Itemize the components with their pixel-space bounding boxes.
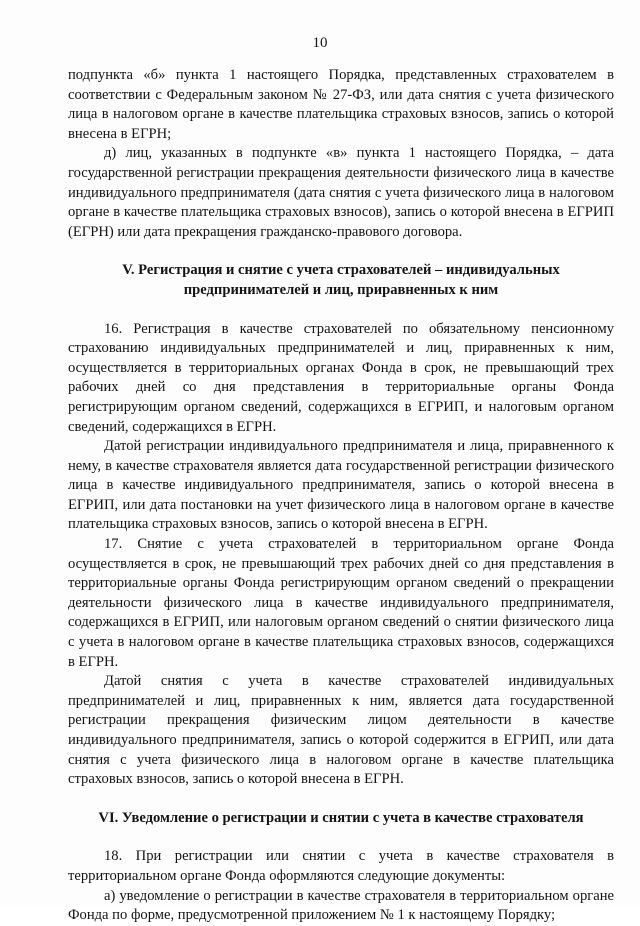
section-v-heading <box>68 261 614 300</box>
section-v-title-line1: V. Регистрация и снятие с учета страхователей – индивидуальных <box>122 262 560 279</box>
paragraph-deregistration-date: Датой снятия с учета в качестве страхователей индивидуальных предпринимателей и лиц, приравненных к ним, является дата государственной регистрации прекращения физическим лицом деятельности в качестве индивидуального предпринимателя, запись о которой содержится в ЕГРИП, или дата снятия с учета физического лица в налоговом органе в качестве плательщика страховых взносов, запись о которой внесена в ЕГРН. <box>68 673 614 788</box>
paragraph-16: 16. Регистрация в качестве страхователей по обязательному пенсионному страхованию индивидуальных предпринимателей и лиц, приравненных к ним, осуществляется в территориальных органах Фонда в срок, не превышающий трех рабочих дней со дня представления в территориальные органы Фонда регистрирующим органом сведений, содержащихся в ЕГРИП, и налоговым органом сведений, содержащихся в ЕГРН. <box>68 320 614 435</box>
section-vi-heading: VI. Уведомление о регистрации и снятии с учета в качестве страхователя <box>98 809 584 826</box>
paragraph-item-d: д) лиц, указанных в подпункте «в» пункта 1 настоящего Порядка, – дата государственной регистрации прекращения деятельности физического лица в качестве индивидуального предпринимателя (дата снятия с учета физического лица в налоговом органе в качестве плательщика страховых взносов), запись о которой внесена в ЕГРИП (ЕГРН) или дата прекращения гражданско-правового договора. <box>68 145 614 240</box>
paragraph-continued: подпункта «б» пункта 1 настоящего Порядка, представленных страхователем в соответствии с Федеральным законом № 27-ФЗ, или дата снятия с учета физического лица в налоговом органе в качестве плательщика страховых взносов, запись о которой внесена в ЕГРН; <box>68 67 614 142</box>
paragraph-item-a: а) уведомление о регистрации в качестве страхователя в территориальном органе Фонда по форме, предусмотренной приложением № 1 к настоящему Порядку; <box>68 887 614 924</box>
paragraph-18: 18. При регистрации или снятии с учета в качестве страхователя в территориальном органе Фонда оформляются следующие документы: <box>68 848 614 884</box>
page-number: 10 <box>312 35 328 51</box>
paragraph-17: 17. Снятие с учета страхователей в территориальном органе Фонда осуществляется в срок, не превышающий трех рабочих дней со дня представления в территориальные органы Фонда регистрирующим органом сведений о прекращении деятельности физического лица в качестве индивидуального предпринимателя, содержащихся в ЕГРИП, или налоговым органом сведений о снятии физического лица с учета в налоговом органе в качестве плательщика страховых взносов, содержащихся в ЕГРН. <box>68 536 614 670</box>
document-body <box>68 66 614 926</box>
paragraph-registration-date: Датой регистрации индивидуального предпринимателя и лица, приравненного к нему, в качестве страхователя является дата государственной регистрации физического лица в качестве индивидуального предпринимателя, запись о которой внесена в ЕГРИП, или дата постановки на учет физического лица в налоговом органе в качестве плательщика страховых взносов, запись о которой внесена в ЕГРН. <box>68 438 614 533</box>
section-v-title-line2: предпринимателей и лиц, приравненных к ним <box>183 281 499 298</box>
